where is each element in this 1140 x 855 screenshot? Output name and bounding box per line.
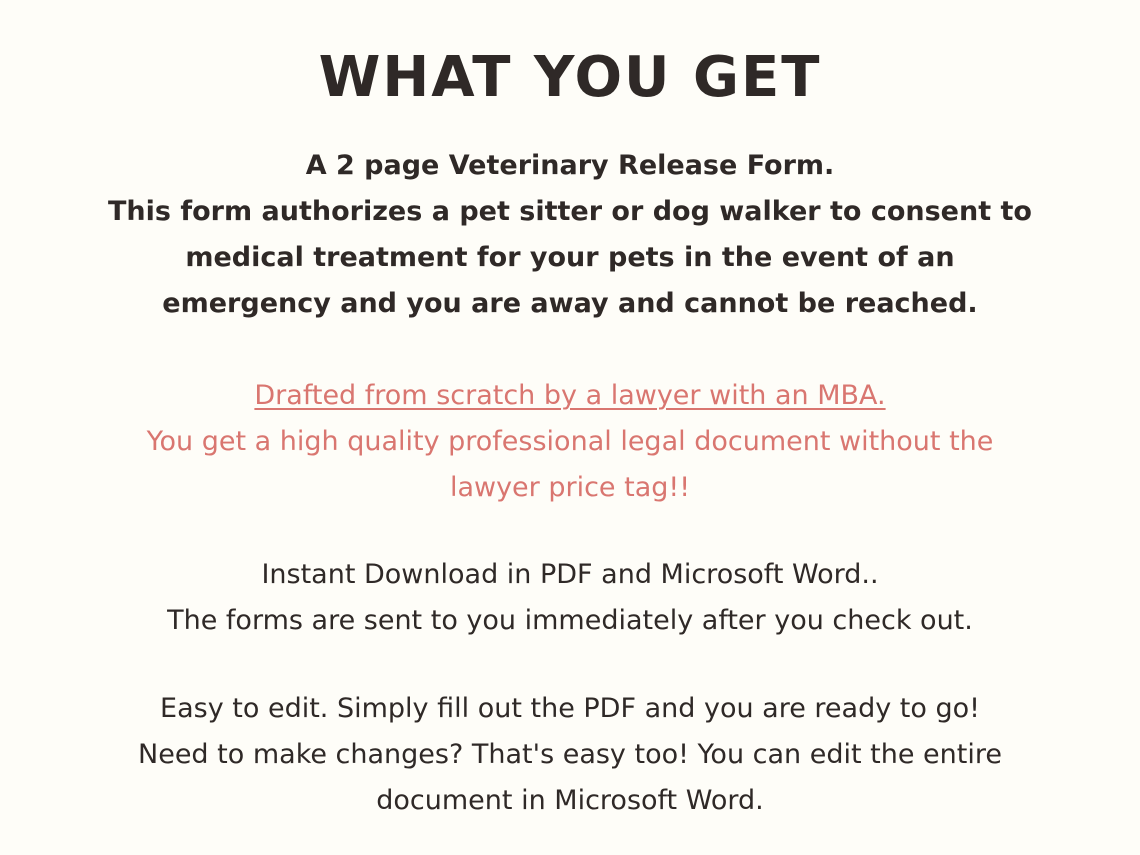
lawyer-line: lawyer price tag!! bbox=[449, 472, 691, 503]
intro-description bbox=[60, 143, 1080, 327]
lawyer-credentials bbox=[60, 373, 1080, 511]
download-line: The forms are sent to you immediately after you check out. bbox=[167, 605, 973, 636]
lawyer-line: You get a high quality professional legal document without the bbox=[146, 426, 994, 457]
intro-line: emergency and you are away and cannot be reached. bbox=[162, 288, 978, 319]
page-title: WHAT YOU GET bbox=[318, 45, 822, 110]
lawyer-drafted-link[interactable]: Drafted from scratch by a lawyer with an MBA. bbox=[254, 380, 886, 411]
intro-line: This form authorizes a pet sitter or dog walker to consent to bbox=[108, 196, 1032, 227]
intro-line: medical treatment for your pets in the event of an bbox=[185, 242, 955, 273]
edit-line: document in Microsoft Word. bbox=[376, 785, 764, 816]
edit-line: Need to make changes? That's easy too! You can edit the entire bbox=[138, 739, 1002, 770]
download-info bbox=[60, 552, 1080, 644]
intro-line: A 2 page Veterinary Release Form. bbox=[305, 150, 835, 181]
edit-info bbox=[60, 686, 1080, 824]
edit-line: Easy to edit. Simply fill out the PDF and you are ready to go! bbox=[160, 693, 980, 724]
download-line: Instant Download in PDF and Microsoft Word.. bbox=[261, 559, 879, 590]
